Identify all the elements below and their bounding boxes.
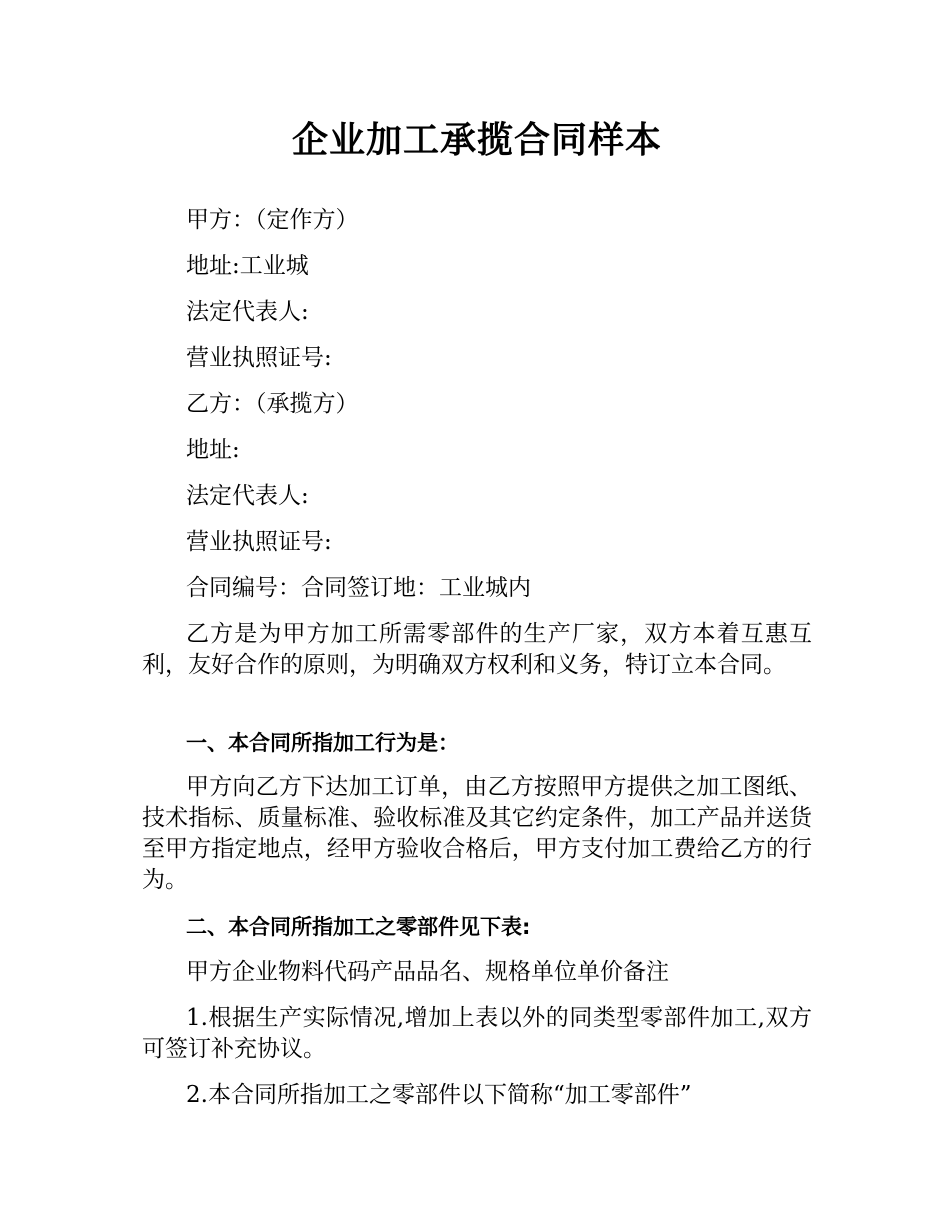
party-b-label: 乙方：（承揽方） [186,391,359,417]
document-title: 企业加工承揽合同样本 [291,120,662,161]
party-a-license: 营业执照证号: [186,345,332,371]
contract-info: 合同编号：合同签订地：工业城内 [186,575,531,601]
section2-item-2: 2.本合同所指加工之零部件以下简称“加工零部件” [186,1082,692,1108]
party-a-label: 甲方：（定作方） [186,207,359,233]
section1-heading: 一、本合同所指加工行为是： [186,731,459,755]
party-a-address: 地址:工业城 [186,253,309,279]
party-b-legal-rep: 法定代表人: [186,483,309,509]
intro-paragraph: 乙方是为甲方加工所需零部件的生产厂家，双方本着互惠互利，友好合作的原则，为明确双方权利和义务，特订立本合同。 [142,621,812,678]
party-a-legal-rep: 法定代表人: [186,299,309,325]
section2-item-1: 1.根据生产实际情况,增加上表以外的同类型零部件加工,双方可签订补充协议。 [142,1005,812,1062]
section2-heading: 二、本合同所指加工之零部件见下表: [186,915,531,939]
party-b-address: 地址: [186,437,240,463]
party-b-license: 营业执照证号: [186,529,332,555]
section1-body: 甲方向乙方下达加工订单，由乙方按照甲方提供之加工图纸、技术指标、质量标准、验收标准及其它约定条件，加工产品并送货至甲方指定地点，经甲方验收合格后，甲方支付加工费给乙方的行为。 [142,774,812,893]
section2-table-header: 甲方企业物料代码产品品名、规格单位单价备注 [186,959,669,985]
